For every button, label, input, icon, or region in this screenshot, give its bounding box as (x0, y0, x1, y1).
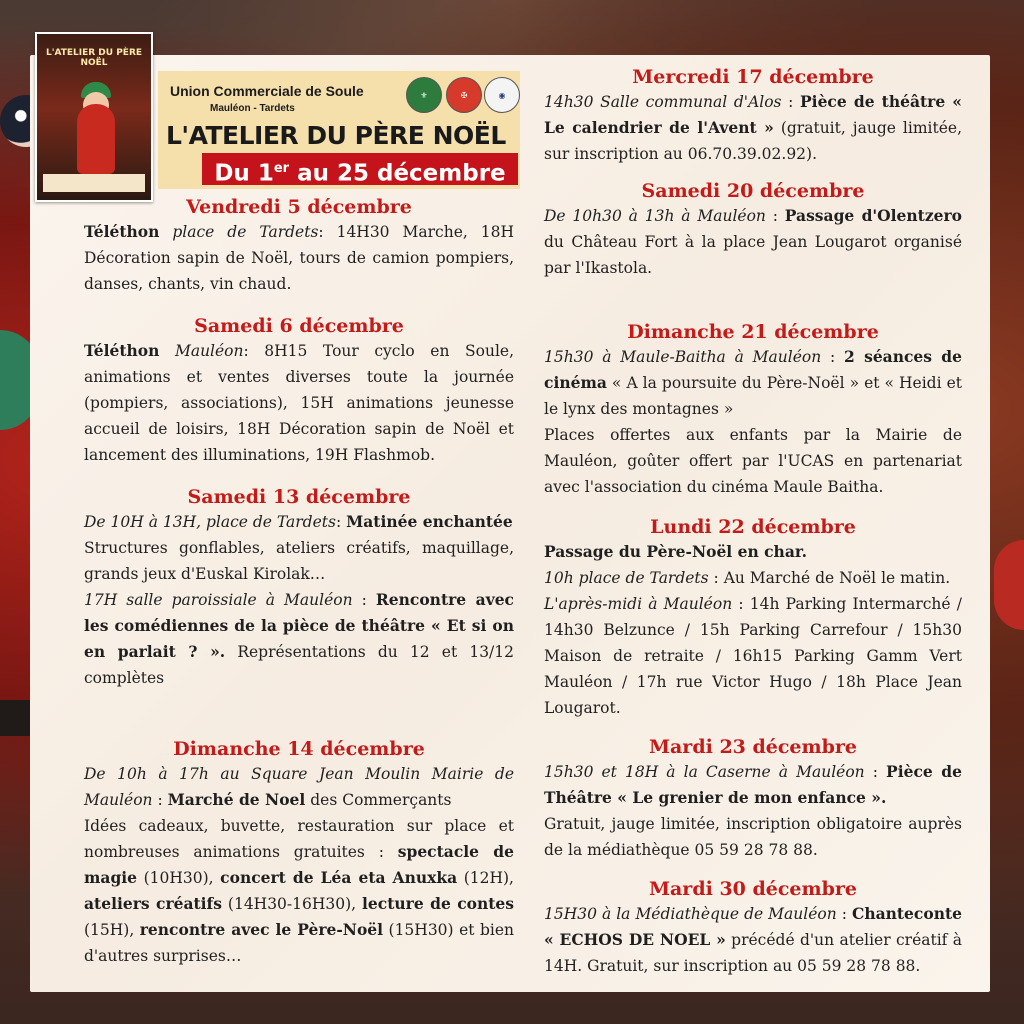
event-day-heading: Mardi 23 décembre (648, 736, 858, 758)
event-text: précédé d'un atelier créatif à 14H. Gratuit, sur inscription au 05 59 28 78 88. (544, 931, 963, 975)
event-block (84, 195, 514, 297)
event-location: 10h place de Tardets (544, 569, 709, 587)
event-text: : Au Marché de Noël le matin. (708, 569, 951, 587)
event-location: De 10h30 à 13h à Mauléon (544, 207, 766, 225)
event-description (84, 587, 514, 691)
event-highlight: Passage d'Olentzero (784, 206, 963, 225)
event-highlight: Matinée enchantée (346, 512, 513, 531)
event-text: (gratuit, jauge limitée, sur inscription au 06.70.39.02.92). (544, 119, 963, 163)
date-suffix: au 25 décembre (289, 160, 506, 187)
event-highlight: 2 séances de cinéma (544, 347, 962, 392)
event-highlight: Pièce de théâtre « Le calendrier de l'Avent » (544, 92, 962, 137)
event-description (84, 761, 514, 813)
event-day-heading: Vendredi 5 décembre (186, 196, 412, 218)
crest-logo-icon: ⚜ (406, 77, 442, 113)
event-block (84, 485, 514, 691)
event-description (544, 565, 962, 591)
event-location: 15H30 à la Médiathèque de Mauléon (544, 905, 837, 923)
event-text: : 8H15 Tour cyclo en Soule, animations et ventes diverses toute la journée (pompiers, associations), 15H animations jeunesse accueil de loisirs, 18H Décoration sapin de Noël et lancement des illuminations, 19H Flashmob. (84, 342, 514, 464)
event-text: : 14H30 Marche, 18H Décoration sapin de Noël, tours de camion pompiers, danses, chants, vin chaud. (84, 223, 514, 293)
event-description (544, 901, 962, 979)
org-name: Union Commerciale de Soule (170, 83, 364, 99)
event-description (544, 759, 962, 811)
event-poster-thumbnail (35, 32, 153, 202)
event-location: De 10h à 17h au Square Jean Moulin Mairie de Mauléon (84, 765, 514, 809)
event-description (84, 813, 514, 969)
event-day-heading: Samedi 6 décembre (194, 315, 404, 337)
basque-logo-icon: ✠ (446, 77, 482, 113)
event-text: du Château Fort à la place Jean Lougarot organisé par l'Ikastola. (544, 233, 962, 277)
event-description (544, 344, 962, 422)
event-day-heading: Mardi 30 décembre (648, 878, 858, 900)
event-block (544, 320, 962, 500)
event-text: des Commerçants (305, 791, 452, 809)
event-description (544, 89, 962, 167)
background-elf-belt (0, 700, 34, 736)
event-text: : (765, 207, 785, 225)
page-title: L'ATELIER DU PÈRE NOËL (166, 121, 506, 150)
event-location: L'après-midi à Mauléon (544, 595, 733, 613)
event-day-heading: Lundi 22 décembre (650, 516, 856, 538)
event-block (84, 314, 514, 468)
event-text: Places offertes aux enfants par la Mairie de Mauléon, goûter offert par l'UCAS en partenariat avec l'association du cinéma Maule Baitha. (544, 426, 962, 496)
event-day-heading: Mercredi 17 décembre (632, 66, 874, 88)
event-text: : (152, 791, 168, 809)
background-ornament (994, 540, 1024, 630)
event-location: De 10H à 13H, place de Tardets (84, 513, 336, 531)
event-location: 17H salle paroissiale à Mauléon (84, 591, 353, 609)
program-card (30, 55, 990, 992)
event-day-heading: Samedi 20 décembre (641, 180, 865, 202)
event-block (544, 735, 962, 863)
event-location: place de Tardets (159, 223, 319, 241)
event-highlight: Rencontre avec les comédiennes de la pièce de théâtre « Et si on en parlait ? ». (84, 590, 514, 661)
event-text: Idées cadeaux, buvette, restauration sur place et nombreuses animations gratuites : (84, 817, 514, 861)
event-highlight: Chanteconte « ECHOS DE NOEL » (544, 904, 962, 949)
event-text: : (864, 763, 887, 781)
event-block (544, 515, 962, 721)
event-description (544, 422, 962, 500)
event-text: Structures gonflables, ateliers créatifs, maquillage, grands jeux d'Euskal Kirolak… (84, 539, 514, 583)
event-text: : (352, 591, 376, 609)
event-text: (15H), (84, 921, 140, 939)
event-description (84, 219, 514, 297)
event-text: (10H30), (137, 869, 221, 887)
event-text: : (836, 905, 852, 923)
event-highlight: Téléthon (84, 341, 160, 360)
date-banner (202, 153, 518, 185)
event-description (544, 203, 962, 281)
org-towns: Mauléon - Tardets (210, 103, 295, 114)
event-location: Mauléon (159, 342, 244, 360)
event-text: : (821, 348, 845, 366)
event-text: (15H30) et bien d'autres surprises… (84, 921, 514, 965)
event-highlight: Marché de Noel (167, 790, 306, 809)
event-day-heading: Dimanche 21 décembre (627, 321, 879, 343)
event-highlight: lecture de contes (362, 894, 515, 913)
poster-sponsor-bar (43, 174, 145, 192)
event-text: « A la poursuite du Père-Noël » et « Heidi et le lynx des montagnes » (544, 374, 962, 418)
event-block (544, 179, 962, 281)
event-location: 14h30 Salle communal d'Alos (544, 93, 782, 111)
event-text: (14H30-16H30), (221, 895, 363, 913)
event-description (544, 591, 962, 721)
event-text: Représentations du 12 et 13/12 complètes (84, 643, 515, 687)
event-text: : (335, 513, 347, 531)
header-banner (158, 71, 520, 189)
soule-logo-icon: ◉ (484, 77, 520, 113)
event-highlight: concert de Léa eta Anuxka (220, 868, 458, 887)
poster-title: L'ATELIER DU PÈRE NOËL (45, 48, 143, 68)
event-block (544, 877, 962, 979)
event-text: : 14h Parking Intermarché / 14h30 Belzunce / 15h Parking Carrefour / 15h30 Maison de retraite / 16h15 Parking Gamm Vert Mauléon / 17h rue Victor Hugo / 18h Place Jean Lougarot. (544, 595, 962, 717)
event-text: (12H), (457, 869, 514, 887)
event-day-heading: Samedi 13 décembre (187, 486, 411, 508)
event-day-heading: Dimanche 14 décembre (173, 738, 425, 760)
date-prefix: Du 1 (214, 160, 274, 187)
event-highlight: Téléthon (84, 222, 160, 241)
event-block (84, 737, 514, 969)
date-superscript: er (273, 161, 290, 176)
event-highlight: spectacle de magie (84, 842, 514, 887)
event-text: : (781, 93, 801, 111)
event-description (84, 509, 514, 535)
event-description (544, 811, 962, 863)
event-location: 15h30 à Maule-Baitha à Mauléon (544, 348, 822, 366)
poster-elf-body (77, 104, 115, 174)
event-highlight: Passage du Père-Noël en char. (544, 542, 808, 561)
event-description (84, 338, 514, 468)
event-highlight: rencontre avec le Père-Noël (139, 920, 384, 939)
event-text: Gratuit, jauge limitée, inscription obligatoire auprès de la médiathèque 05 59 28 78 88. (544, 815, 962, 859)
event-highlight: Pièce de Théâtre « Le grenier de mon enfance ». (544, 762, 963, 807)
event-description (544, 539, 962, 565)
event-description (84, 535, 514, 587)
event-location: 15h30 et 18H à la Caserne à Mauléon (544, 763, 865, 781)
event-highlight: ateliers créatifs (84, 894, 222, 913)
event-block (544, 65, 962, 167)
